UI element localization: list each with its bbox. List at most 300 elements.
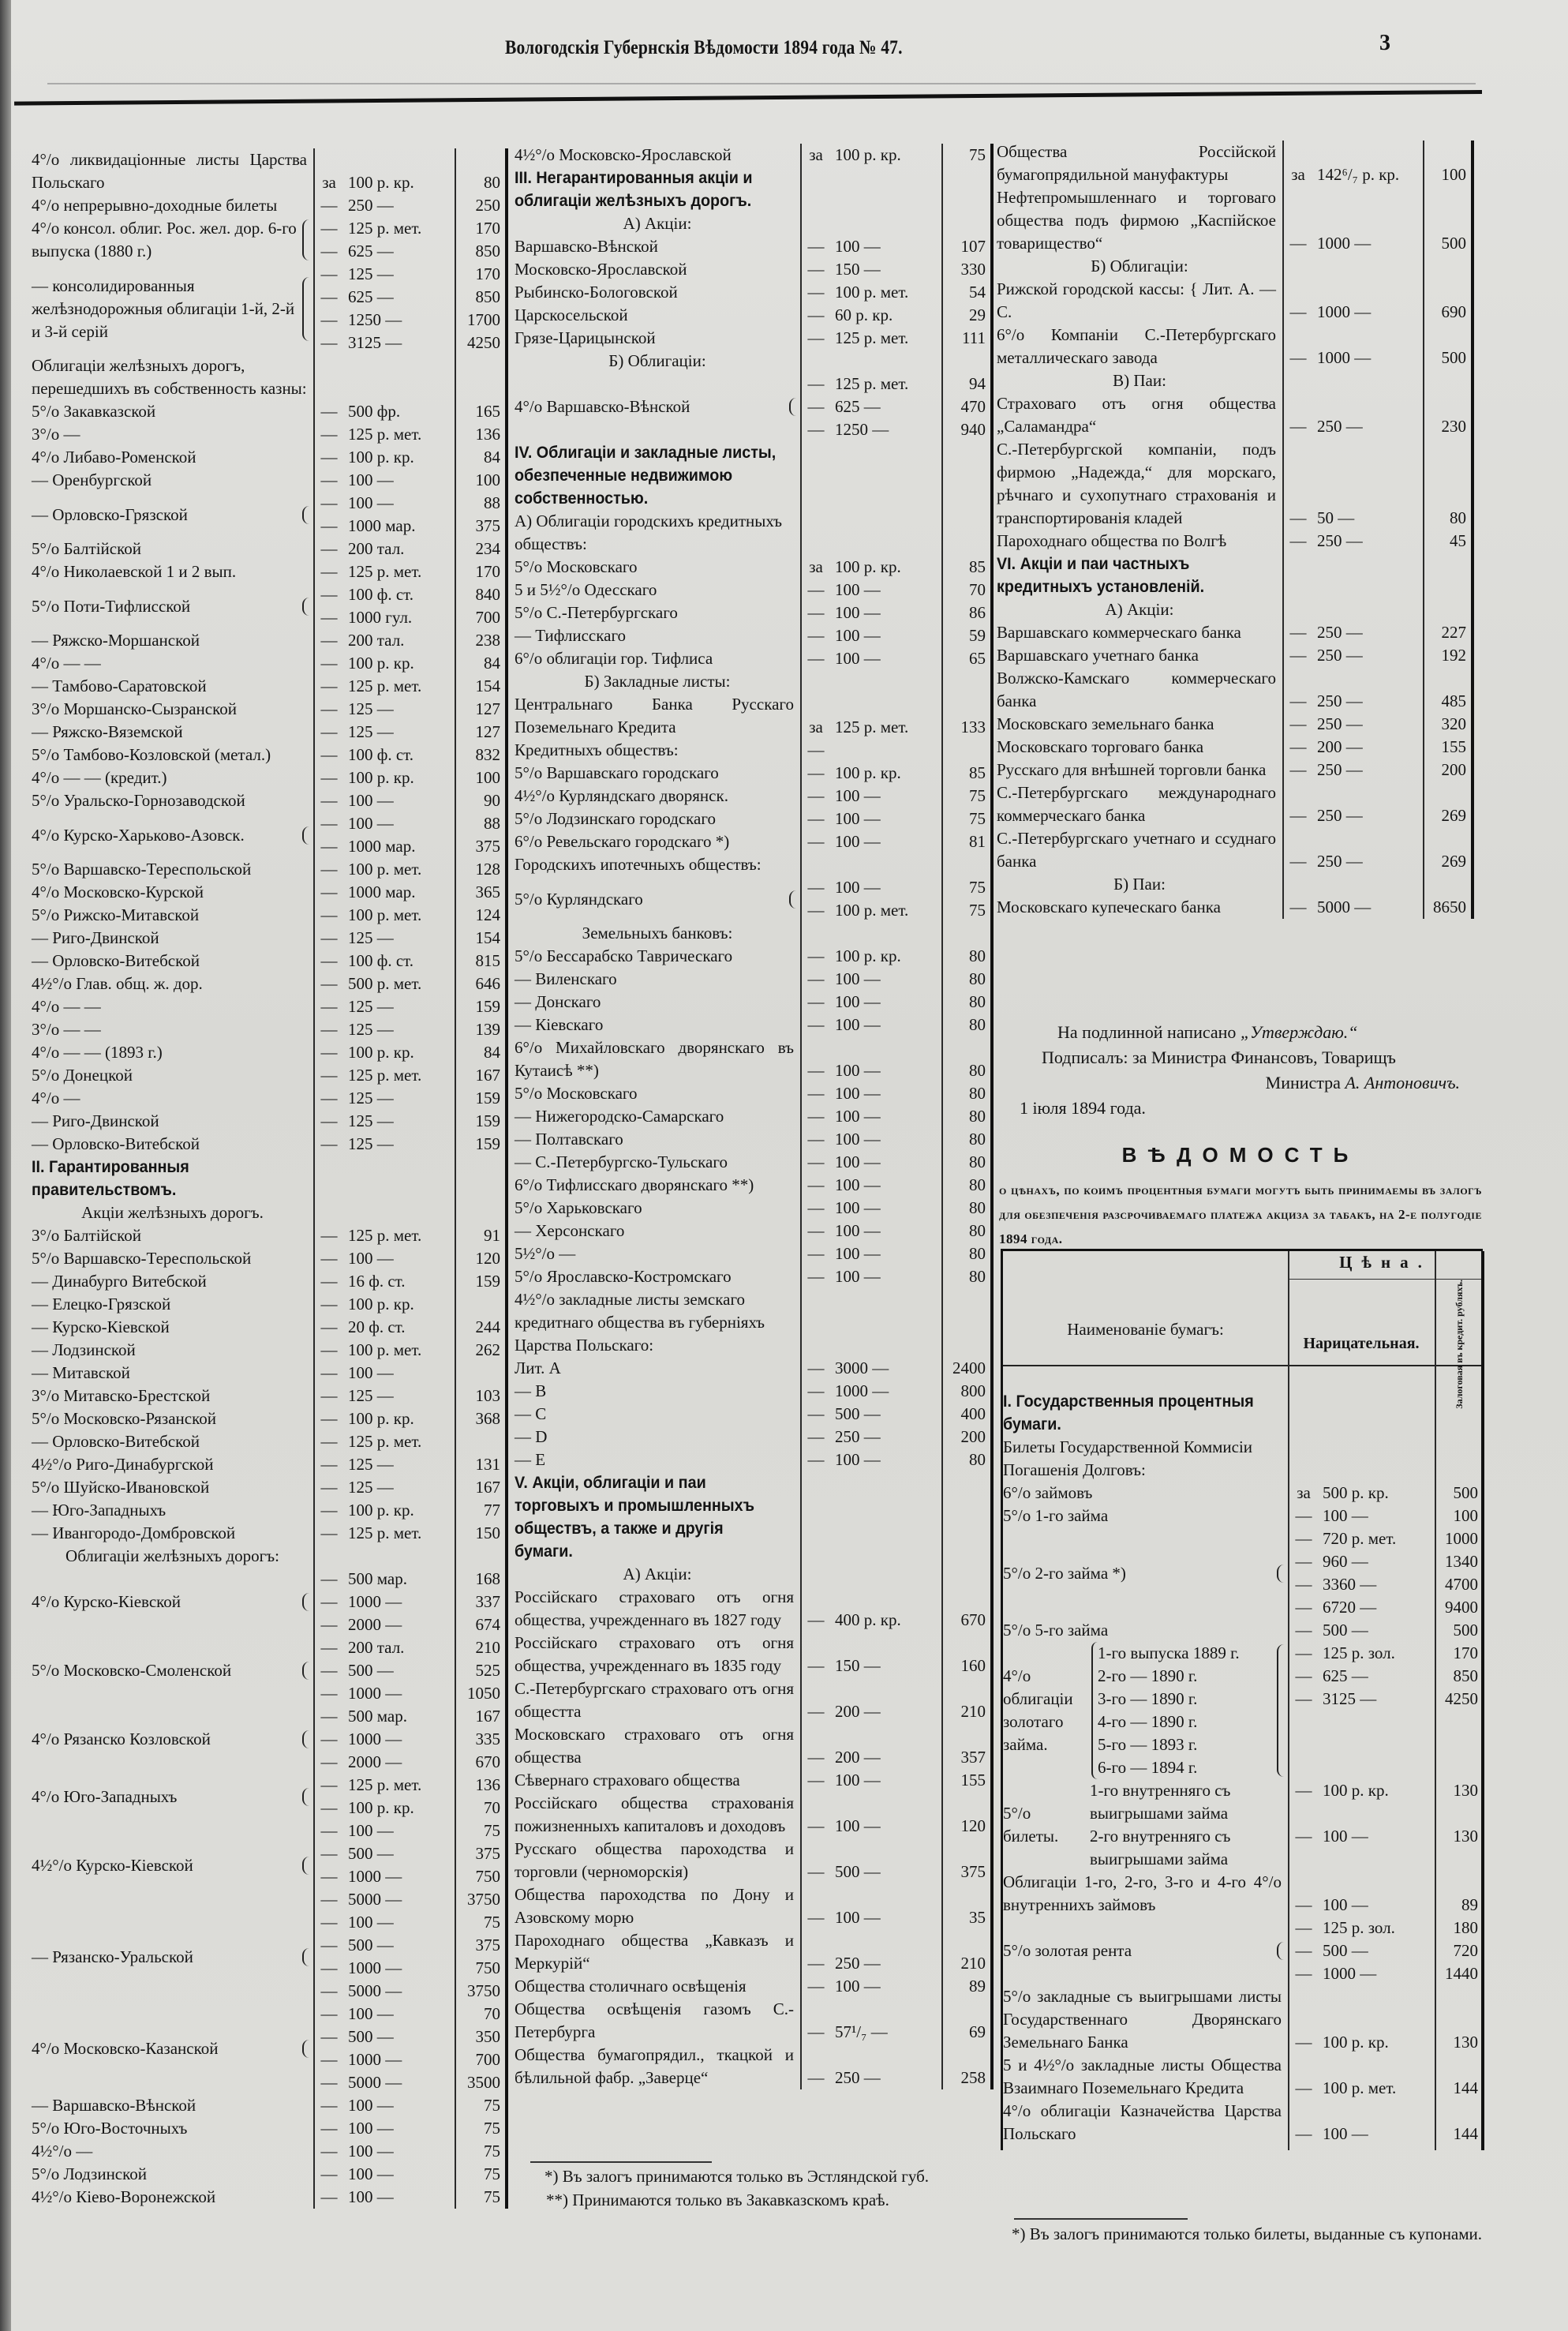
security-row <box>997 530 1471 553</box>
nominal-value: 100 — <box>1323 2124 1368 2143</box>
header-nominal: Нарицательная. <box>1303 1335 1420 1353</box>
security-name: 5°/o Донецкой <box>32 1066 133 1085</box>
value-row <box>313 2048 505 2071</box>
value-row <box>800 373 990 395</box>
pledge-value: 89 <box>1461 1895 1478 1914</box>
nominal-value: 500 — <box>835 1404 881 1423</box>
pledge-value: 330 <box>960 260 986 279</box>
page-number: 3 <box>1379 31 1390 55</box>
nominal-value: 1000 — <box>1317 302 1372 321</box>
column-1 <box>32 148 505 2209</box>
ditto-marker: за <box>809 145 823 164</box>
ditto-marker: — <box>320 2096 338 2115</box>
pledge-value: 690 <box>1441 302 1466 321</box>
nominal-value: 250 — <box>835 1954 881 1973</box>
nominal-value: 125 — <box>348 928 394 947</box>
page-binding-edge <box>0 0 11 2331</box>
ditto-marker: — <box>807 1221 825 1240</box>
nominal-value: 125 р. мет. <box>835 718 909 736</box>
column-rule <box>1435 1251 1436 2150</box>
ditto-marker: — <box>807 260 825 279</box>
nominal-value: 125 — <box>348 1478 394 1497</box>
security-name: Московско-Ярославской <box>515 260 687 279</box>
value-row <box>313 1957 505 1980</box>
nominal-value: 500 р. кр. <box>1323 1483 1389 1502</box>
nominal-value: 100 — <box>835 1175 881 1194</box>
nominal-value: 250 — <box>835 1427 881 1446</box>
nominal-value: 16 ф. ст. <box>348 1272 406 1291</box>
ditto-marker: — <box>320 905 338 924</box>
nominal-value: 100 — <box>835 786 881 805</box>
pledge-value: 80 <box>969 1198 986 1217</box>
ditto-marker: — <box>320 2119 338 2138</box>
value-list <box>800 373 990 441</box>
value-row <box>313 1980 505 2003</box>
ditto-marker: — <box>1289 898 1307 916</box>
security-row <box>32 721 505 744</box>
securities-list <box>32 148 505 2209</box>
security-row <box>32 1430 505 1453</box>
ditto-marker: — <box>1295 1598 1312 1617</box>
ditto-marker: — <box>320 608 338 627</box>
pledge-value: 3750 <box>467 1981 500 2000</box>
pledge-value: 160 <box>960 1656 986 1675</box>
issue-label: 5-го — 1893 г. <box>1098 1735 1198 1754</box>
pledge-value: 75 <box>484 2142 500 2160</box>
ditto-marker: — <box>320 1249 338 1268</box>
security-name: 5°/o 5-го займа <box>1003 1621 1109 1640</box>
security-name <box>32 1786 313 1808</box>
ditto-marker: — <box>320 768 338 787</box>
ditto-marker: — <box>320 425 338 444</box>
ditto-marker: — <box>320 928 338 947</box>
pledge-value: 170 <box>475 562 500 581</box>
pledge-value: 350 <box>475 2027 500 2046</box>
nominal-value: 100 — <box>835 1450 881 1469</box>
nominal-value: 125 — <box>348 1386 394 1405</box>
security-row <box>32 1385 505 1407</box>
security-row <box>515 1128 990 1151</box>
security-name: — Донскаго <box>515 992 601 1011</box>
ditto-marker: — <box>320 493 338 512</box>
ditto-marker: — <box>320 1958 338 1977</box>
pledge-value: 59 <box>969 626 986 645</box>
security-name <box>32 504 313 527</box>
security-row <box>32 2163 505 2186</box>
ditto-marker: — <box>320 997 338 1016</box>
nominal-value: 57¹/₇ — <box>835 2022 888 2041</box>
security-name: Россійскаго общества страхованія пожизненныхъ капиталовъ и доходовъ <box>515 1793 794 1835</box>
ditto-marker: — <box>807 1816 825 1835</box>
ditto-marker: — <box>807 1359 825 1377</box>
subsection-heading: Б) Закладные листы: <box>584 672 731 691</box>
security-name: 5°/o Харьковскаго <box>515 1198 642 1217</box>
security-name: Варшавскаго учетнаго банка <box>997 646 1199 665</box>
ditto-marker: — <box>807 1427 825 1446</box>
ditto-marker: — <box>1295 1552 1312 1571</box>
pledge-value: 8650 <box>1433 898 1466 916</box>
footnotes <box>544 2164 1002 2212</box>
column-rule <box>941 144 943 2089</box>
security-row <box>32 1407 505 1430</box>
ditto-marker: — <box>320 1890 338 1909</box>
ditto-marker: — <box>320 1134 338 1153</box>
security-name <box>1003 1642 1288 1779</box>
footnote: *) Въ залогъ принимаются только билеты, выданные съ купонами. <box>1012 2224 1483 2243</box>
pledge-value: 238 <box>475 631 500 650</box>
security-name: 5°/o С.-Петербургскаго <box>515 603 678 622</box>
ditto-marker: — <box>320 539 338 558</box>
security-name: — Ряжско-Вяземской <box>32 722 183 741</box>
nominal-value: 500 — <box>1323 1941 1368 1960</box>
security-row <box>32 927 505 950</box>
nominal-value: 1250 — <box>835 420 889 439</box>
security-row <box>32 1339 505 1362</box>
pledge-value: 269 <box>1441 806 1466 825</box>
pledge-value: 136 <box>475 1775 500 1794</box>
security-name: 3°/o — — <box>32 1020 101 1039</box>
pledge-value: 500 <box>1453 1621 1478 1640</box>
nominal-value: 500 — <box>348 1936 394 1954</box>
pledge-value: 45 <box>1450 531 1466 550</box>
pledge-value: 269 <box>1441 852 1466 871</box>
value-row <box>313 2026 505 2048</box>
ditto-marker: — <box>807 832 825 851</box>
security-row <box>32 1453 505 1476</box>
security-name: Сѣвернаго страховаго общества <box>515 1771 740 1789</box>
security-name: 5°/o Варшавско-Тереспольской <box>32 1249 252 1268</box>
nominal-value: 1000 — <box>348 1592 402 1611</box>
subsection-heading: А) Акціи: <box>1105 600 1174 619</box>
value-list <box>313 492 505 538</box>
value-row <box>313 606 505 629</box>
security-name: Общества пароходства по Дону и Азовскому морю <box>515 1885 794 1927</box>
pledge-value: 4700 <box>1445 1575 1478 1594</box>
security-row <box>32 2140 505 2163</box>
ditto-marker: — <box>1295 2078 1312 2097</box>
pledge-value: 400 <box>960 1404 986 1423</box>
security-row <box>515 785 990 808</box>
value-list <box>313 812 505 858</box>
pledge-value: 80 <box>969 1015 986 1034</box>
nominal-value: 200 — <box>835 1702 881 1721</box>
pledge-value: 80 <box>1450 508 1466 527</box>
nominal-value: 100 р. кр. <box>348 173 414 192</box>
nominal-value: 5000 — <box>1317 898 1372 916</box>
security-name: Царскосельской <box>515 305 628 324</box>
footnote: *) Въ залогъ принимаются только въ Эстляндской губ. <box>544 2167 930 2186</box>
signer-name: А. Антоновичъ. <box>1345 1073 1460 1092</box>
ditto-marker: — <box>1295 1827 1312 1846</box>
nominal-value: 100 р. кр. <box>1323 1781 1389 1800</box>
pledge-value: 75 <box>969 786 986 805</box>
pledge-value: 1050 <box>467 1684 500 1703</box>
pledge-value: 80 <box>969 1152 986 1171</box>
nominal-value: 142⁶/₇ р. кр. <box>1317 165 1400 184</box>
pledge-value: 120 <box>960 1816 986 1835</box>
pledge-value: 500 <box>1441 348 1466 367</box>
pledge-value: 84 <box>484 654 500 673</box>
nominal-value: 100 — <box>348 2119 394 2138</box>
security-name: Варшавскаго коммерческаго банка <box>997 623 1241 642</box>
column-rule <box>1288 1251 1289 2150</box>
security-name: 4½°/o Курляндскаго дворянск. <box>515 786 728 805</box>
nominal-value: 1000 — <box>1323 1964 1377 1983</box>
ditto-marker: — <box>807 1152 825 1171</box>
subsection-heading: Б) Облигаціи: <box>608 351 706 370</box>
nominal-value: 250 — <box>1317 806 1363 825</box>
value-row <box>1288 1573 1483 1596</box>
ditto-marker: — <box>807 740 825 759</box>
pledge-value: 258 <box>960 2068 986 2087</box>
nominal-value: 250 — <box>1317 623 1363 642</box>
ditto-marker: — <box>1295 1781 1312 1800</box>
security-row <box>32 538 505 560</box>
pledge-value: 54 <box>969 283 986 302</box>
ditto-marker: — <box>320 1638 338 1657</box>
pledge-value: 154 <box>475 928 500 947</box>
value-list <box>313 2003 505 2094</box>
nominal-value: 100 — <box>835 1061 881 1080</box>
security-row <box>997 621 1471 644</box>
pledge-value: 35 <box>969 1908 986 1927</box>
pledge-value: 70 <box>484 2004 500 2023</box>
security-row <box>997 713 1471 736</box>
ditto-marker: — <box>320 1798 338 1817</box>
security-name: Общества бумагопрядил., ткацкой и бѣлильной фабр. „Заверце“ <box>515 2045 794 2087</box>
pledge-value: 80 <box>969 1267 986 1286</box>
value-row <box>1090 1779 1483 1825</box>
nominal-value: 1000 гул. <box>348 608 413 627</box>
pledge-value: 70 <box>969 580 986 599</box>
security-row <box>997 827 1471 873</box>
ditto-marker: — <box>1289 646 1307 665</box>
ditto-marker: — <box>1289 623 1307 642</box>
ditto-marker: — <box>1295 1918 1312 1937</box>
security-name: 5°/o Варшавскаго городскаго <box>515 763 719 782</box>
nominal-value: 500 — <box>348 2027 394 2046</box>
ditto-marker: — <box>320 1523 338 1542</box>
pledge-value: 130 <box>1453 1827 1478 1846</box>
value-row <box>313 1888 505 1911</box>
ditto-marker: — <box>320 562 338 581</box>
ditto-marker: — <box>320 1981 338 2000</box>
value-row <box>313 835 505 858</box>
ditto-marker: — <box>1295 1689 1312 1708</box>
pledge-value: 128 <box>475 860 500 879</box>
security-name: Страховаго отъ огня общества „Саламандра“ <box>997 394 1276 436</box>
nominal-value: 50 — <box>1317 508 1355 527</box>
subsection-heading: Городскихъ ипотечныхъ обществъ: <box>515 855 762 874</box>
security-row <box>32 1270 505 1293</box>
ditto-marker: — <box>320 676 338 695</box>
pledge-value: 80 <box>969 1221 986 1240</box>
ditto-marker: — <box>807 305 825 324</box>
nominal-value: 960 — <box>1323 1552 1368 1571</box>
nominal-value: 720 р. мет. <box>1323 1529 1397 1548</box>
column-3 <box>997 141 1471 919</box>
value-row <box>313 332 505 354</box>
subsection-heading: Акціи желѣзныхъ дорогъ. <box>81 1203 264 1222</box>
ditto-marker: — <box>807 580 825 599</box>
value-row <box>1288 1550 1483 1573</box>
ditto-marker: — <box>1295 1964 1312 1983</box>
security-row <box>32 148 505 194</box>
value-row <box>313 1842 505 1865</box>
security-row <box>1003 1482 1483 1505</box>
ditto-marker: — <box>1289 852 1307 871</box>
ditto-marker: — <box>1289 302 1307 321</box>
nominal-value: 125 — <box>348 699 394 718</box>
value-row <box>1288 1665 1483 1688</box>
security-row <box>515 556 990 579</box>
nominal-value: 500 фр. <box>348 402 401 421</box>
security-row <box>515 144 990 167</box>
security-name: — Херсонскаго <box>515 1221 625 1240</box>
security-row <box>515 1242 990 1265</box>
pledge-value: 100 <box>1441 165 1466 184</box>
ditto-marker: — <box>1289 714 1307 733</box>
pledge-value: 131 <box>475 1455 500 1474</box>
ditto-marker: — <box>807 649 825 668</box>
value-row <box>1288 1962 1483 1985</box>
ditto-marker: — <box>807 1244 825 1263</box>
security-name: Кредитныхъ обществъ: <box>515 740 679 759</box>
security-group <box>515 876 990 922</box>
ditto-marker: — <box>320 974 338 993</box>
security-name: — Тамбово-Саратовской <box>32 676 207 695</box>
pledge-value: 3750 <box>467 1890 500 1909</box>
ditto-marker: — <box>1295 1941 1312 1960</box>
value-row <box>313 583 505 606</box>
security-name: — Оренбургской <box>32 470 152 489</box>
security-row <box>32 675 505 698</box>
nominal-value: 1000 — <box>348 1867 402 1886</box>
pledge-value: 262 <box>475 1340 500 1359</box>
security-name: Рижской городской кассы: { Лит. А. — С. <box>997 279 1276 321</box>
nominal-value: 1000 — <box>1317 234 1372 253</box>
nominal-value: 60 р. кр. <box>835 305 893 324</box>
security-name-text: 4½°/o Курско-Кіевской <box>32 1855 193 1875</box>
security-group <box>32 217 505 263</box>
security-row <box>997 186 1471 255</box>
pledge-value: 29 <box>969 305 986 324</box>
ditto-marker: — <box>807 1130 825 1149</box>
security-group <box>32 1705 505 1774</box>
ditto-marker: — <box>807 1061 825 1080</box>
security-name: — Ряжско-Моршанской <box>32 631 200 650</box>
security-name: 4½°/o Кіево-Воронежской <box>32 2187 216 2206</box>
pledge-value: 75 <box>484 1821 500 1840</box>
security-name-text: 5°/o Поти-Тифлисской <box>32 596 191 616</box>
security-name: 5°/o Бессарабско Таврическаго <box>515 946 733 965</box>
nominal-value: 100 — <box>835 626 881 645</box>
security-row <box>515 624 990 647</box>
security-row <box>1003 1619 1483 1642</box>
statement-title: ВѢДОМОСТЬ <box>1121 1143 1360 1167</box>
security-name-text: 5°/o билеты. <box>1003 1804 1059 1846</box>
security-row <box>515 1998 990 2044</box>
security-row <box>515 808 990 830</box>
security-row <box>32 1224 505 1247</box>
ditto-marker: — <box>807 1198 825 1217</box>
pledge-value: 210 <box>475 1638 500 1657</box>
ditto-marker: — <box>320 1226 338 1245</box>
nominal-value: 200 — <box>835 1748 881 1767</box>
pledge-value: 470 <box>960 397 986 416</box>
security-name: 5°/o Лодзинской <box>32 2164 148 2183</box>
value-row <box>1288 1642 1483 1665</box>
pledge-value: 107 <box>960 237 986 256</box>
security-name: 4°/o — — (кредит.) <box>32 768 167 787</box>
security-name: Рыбинско-Бологовской <box>515 283 678 302</box>
security-row <box>32 629 505 652</box>
security-name: 3°/o — <box>32 425 80 444</box>
security-row <box>997 644 1471 667</box>
nominal-value: 1000 — <box>1317 348 1372 367</box>
security-row <box>32 446 505 469</box>
pledge-value: 80 <box>969 1061 986 1080</box>
ditto-marker: — <box>807 1015 825 1034</box>
ditto-marker: — <box>320 1089 338 1107</box>
ditto-marker: — <box>320 333 338 352</box>
security-group <box>32 1911 505 2003</box>
nominal-value: 100 — <box>348 2164 394 2183</box>
security-name: 4°/o непрерывно-доходные билеты <box>32 196 278 215</box>
security-name-text: 5°/o Курляндскаго <box>515 889 643 909</box>
security-name: 5°/o Ярославско-Костромскаго <box>515 1267 732 1286</box>
nominal-value: 100 — <box>835 1015 881 1034</box>
security-name: — Юго-Западныхъ <box>32 1501 167 1520</box>
security-row <box>515 1151 990 1174</box>
security-name: 3°/o Моршанско-Сызранской <box>32 699 237 718</box>
nominal-value: 1000 — <box>835 1381 889 1400</box>
pledge-value: 100 <box>1453 1506 1478 1525</box>
security-name: — Кіевскаго <box>515 1015 604 1034</box>
pledge-value: 525 <box>475 1661 500 1680</box>
nominal-value: 100 р. кр. <box>835 557 901 576</box>
ditto-marker: — <box>807 1107 825 1126</box>
security-name: Лит. A <box>515 1359 561 1377</box>
nominal-value: 100 — <box>835 832 881 851</box>
issue-label: 2-го — 1890 г. <box>1098 1666 1198 1685</box>
security-row <box>515 1403 990 1426</box>
security-name-text: 4°/o Юго-Западныхъ <box>32 1786 178 1806</box>
security-row <box>515 968 990 991</box>
security-name: 5°/o Шуйско-Ивановской <box>32 1478 210 1497</box>
nominal-value: 500 — <box>1323 1621 1368 1640</box>
approval-line <box>1010 1020 1476 1045</box>
ditto-marker: — <box>807 283 825 302</box>
pledge-value: 850 <box>475 287 500 306</box>
pledge-value: 75 <box>969 809 986 828</box>
ditto-marker: — <box>320 196 338 215</box>
ditto-marker: — <box>320 814 338 833</box>
ditto-marker: — <box>320 1615 338 1634</box>
pledge-value: 500 <box>1441 234 1466 253</box>
security-name: 6°/o Ревельскаго городскаго *) <box>515 832 730 851</box>
header-security-name: Наименованіе бумагъ: <box>1067 1320 1224 1340</box>
nominal-value: 100 — <box>835 1130 881 1149</box>
nominal-value: 5000 — <box>348 1890 402 1909</box>
ditto-marker: — <box>320 585 338 604</box>
security-name: 5 и 5½°/o Одесскаго <box>515 580 657 599</box>
nominal-value: 100 — <box>835 809 881 828</box>
security-name: — Динабурго Витебской <box>32 1272 207 1291</box>
security-row <box>515 762 990 785</box>
nominal-value: 1000 мар. <box>348 516 416 535</box>
value-row <box>313 1774 505 1797</box>
